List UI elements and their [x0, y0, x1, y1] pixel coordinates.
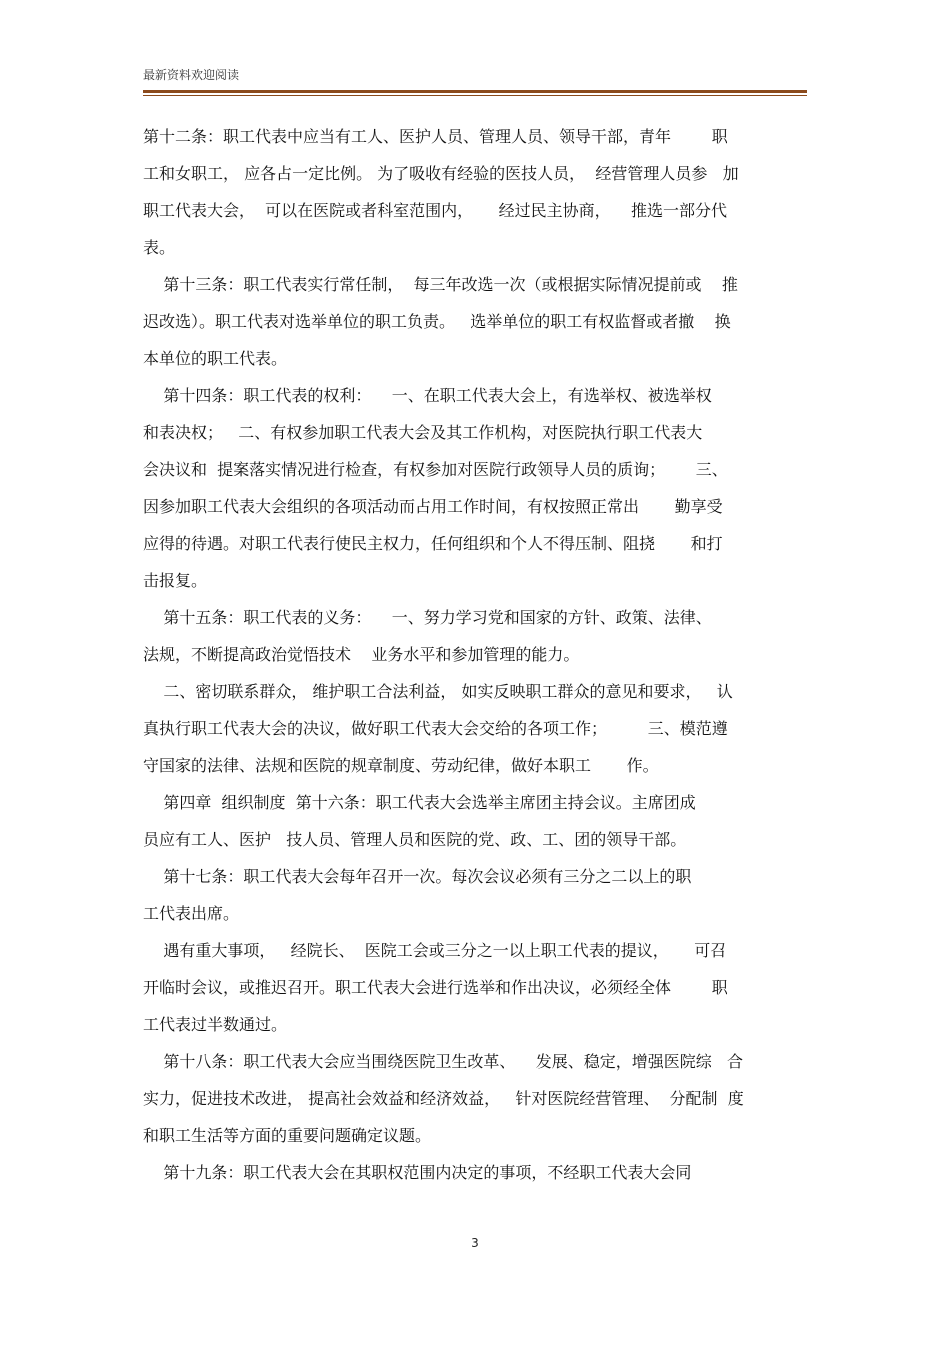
text-line: 第十二条：职工代表中应当有工人、医护人员、管理人员、领导干部，青年 职 — [143, 127, 728, 146]
text-line: 第十九条：职工代表大会在其职权范围内决定的事项，不经职工代表大会同 — [143, 1163, 692, 1182]
page-number: 3 — [471, 1236, 479, 1250]
text-line: 法规，不断提高政治觉悟技术 业务水平和参加管理的能力。 — [143, 645, 580, 664]
text-line: 员应有工人、医护 技人员、管理人员和医院的党、政、工、团的领导干部。 — [143, 830, 687, 849]
text-line: 真执行职工代表大会的决议，做好职工代表大会交给的各项工作； 三、模范遵 — [143, 719, 728, 738]
text-line: 开临时会议，或推迟召开。职工代表大会进行选举和作出决议，必须经全体 职 — [143, 978, 728, 997]
header-rule-thin — [143, 95, 807, 96]
text-line: 迟改选）。职工代表对选举单位的职工负责。 选举单位的职工有权监督或者撤 换 — [143, 312, 731, 331]
text-line: 工代表出席。 — [143, 904, 240, 923]
text-line: 第四章 组织制度 第十六条：职工代表大会选举主席团主持会议。主席团成 — [143, 793, 696, 812]
text-line: 本单位的职工代表。 — [143, 349, 288, 368]
text-line: 第十四条：职工代表的权利： 一、在职工代表大会上，有选举权、被选举权 — [143, 386, 712, 405]
text-line: 职工代表大会， 可以在医院或者科室范围内， 经过民主协商， 推选一部分代 — [143, 201, 727, 220]
text-line: 第十八条：职工代表大会应当围绕医院卫生改革、 发展、稳定，增强医院综 合 — [143, 1052, 743, 1071]
text-line: 表。 — [143, 238, 176, 257]
text-line: 和表决权； 二、有权参加职工代表大会及其工作机构，对医院执行职工代表大 — [143, 423, 703, 442]
text-line: 工代表过半数通过。 — [143, 1015, 288, 1034]
text-line: 第十七条：职工代表大会每年召开一次。每次会议必须有三分之二以上的职 — [143, 867, 692, 886]
text-line: 和职工生活等方面的重要问题确定议题。 — [143, 1126, 432, 1145]
document-body — [143, 118, 807, 1191]
text-line: 二、密切联系群众， 维护职工合法利益， 如实反映职工群众的意见和要求， 认 — [143, 682, 733, 701]
text-line: 会决议和 提案落实情况进行检查，有权参加对医院行政领导人员的质询； 三、 — [143, 460, 728, 479]
text-line: 第十三条：职工代表实行常任制， 每三年改选一次（或根据实际情况提前或 推 — [143, 275, 738, 294]
text-line: 第十五条：职工代表的义务： 一、努力学习党和国家的方针、政策、法律、 — [143, 608, 712, 627]
text-line: 应得的待遇。对职工代表行使民主权力，任何组织和个人不得压制、阻挠 和打 — [143, 534, 723, 553]
text-line: 工和女职工， 应各占一定比例。 为了吸收有经验的医技人员， 经营管理人员参 加 — [143, 164, 739, 183]
text-line: 实力，促进技术改进， 提高社会效益和经济效益， 针对医院经营管理、 分配制 度 — [143, 1089, 744, 1108]
text-line: 因参加职工代表大会组织的各项活动而占用工作时间，有权按照正常出 勤享受 — [143, 497, 723, 516]
text-line: 击报复。 — [143, 571, 208, 590]
header-rule-thick — [143, 90, 807, 93]
text-line: 守国家的法律、法规和医院的规章制度、劳动纪律，做好本职工 作。 — [143, 756, 659, 775]
page-header: 最新资料欢迎阅读 — [143, 68, 240, 82]
text-line: 遇有重大事项， 经院长、 医院工会或三分之一以上职工代表的提议， 可召 — [143, 941, 727, 960]
